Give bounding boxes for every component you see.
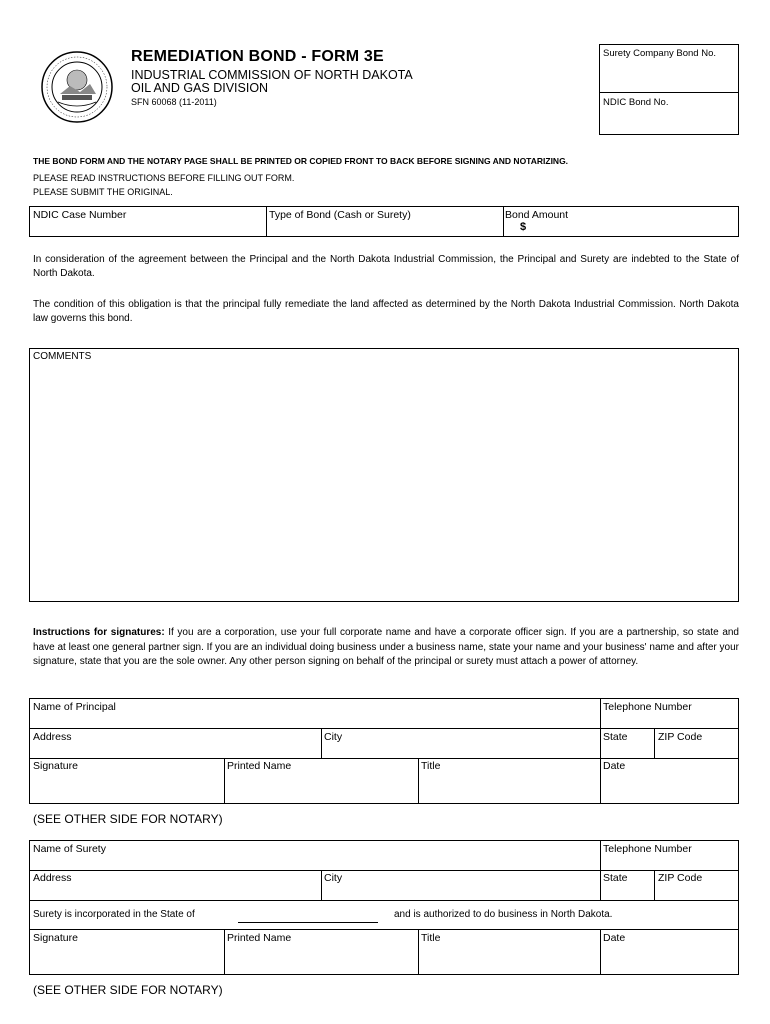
condition-paragraph: The condition of this obligation is that the principal fully remediate the land affected as determined by the North Dakota Industrial Commission. North Dakota law governs this bond. [33,299,739,324]
principal-phone-label: Telephone Number [603,701,692,713]
form-number: SFN 60068 (11-2011) [131,97,217,107]
dollar-sign: $ [520,221,527,233]
principal-printed-name-label: Printed Name [227,760,292,772]
bond-amount-label: Bond Amount [505,209,569,221]
principal-date-label: Date [603,760,626,772]
division-name: OIL AND GAS DIVISION [131,81,269,95]
surety-authorized-label: and is authorized to do business in North Dakota. [394,909,613,920]
surety-address-label: Address [33,872,72,884]
print-instruction: THE BOND FORM AND THE NOTARY PAGE SHALL BE PRINTED OR COPIED FRONT TO BACK BEFORE SIGNING AND NOTARIZING. [33,156,569,166]
surety-zip-label: ZIP Code [658,872,703,884]
signature-instructions-text: If you are a corporation, use your full corporate name and have a corporate officer sign. If you are a partnership, so state and have at least one general partner sign. If you are an individual doing business under a business name, state your name and your business' name and after your signature, state that you are the sole owner. Any other person signing on behalf of the principal or surety must attach a power of attorney. [33,627,739,667]
ndic-case-number-label: NDIC Case Number [33,209,127,221]
principal-signature-label: Signature [33,760,78,772]
ndic-bond-no-label: NDIC Bond No. [603,97,669,108]
consideration-paragraph: In consideration of the agreement between the Principal and the North Dakota Industrial Commission, the Principal and Surety are indebted to the State of North Dakota. [33,254,739,279]
surety-notary-note: (SEE OTHER SIDE FOR NOTARY) [33,983,223,997]
read-instruction: PLEASE READ INSTRUCTIONS BEFORE FILLING OUT FORM. [33,173,295,183]
surety-printed-name-label: Printed Name [227,932,292,944]
surety-state-label: State [603,872,628,884]
surety-table [29,840,739,975]
principal-address-label: Address [33,731,72,743]
principal-city-label: City [324,731,343,743]
principal-title-label: Title [421,760,441,772]
state-seal-icon [40,50,114,124]
bond-number-box [599,44,739,135]
form-title: REMEDIATION BOND - FORM 3E [131,48,384,65]
comments-label: COMMENTS [33,351,92,362]
surety-incorporated-label: Surety is incorporated in the State of [33,909,195,920]
surety-date-label: Date [603,932,626,944]
submit-instruction: PLEASE SUBMIT THE ORIGINAL. [33,187,173,197]
principal-zip-label: ZIP Code [658,731,703,743]
comments-field[interactable] [29,348,739,602]
surety-title-label: Title [421,932,441,944]
principal-state-label: State [603,731,628,743]
surety-name-label: Name of Surety [33,843,106,855]
principal-name-label: Name of Principal [33,701,116,713]
bond-type-label: Type of Bond (Cash or Surety) [269,209,411,221]
surety-signature-label: Signature [33,932,78,944]
incorporated-state-field[interactable] [238,922,378,923]
surety-city-label: City [324,872,343,884]
surety-bond-no-label: Surety Company Bond No. [603,48,717,59]
surety-phone-label: Telephone Number [603,843,692,855]
agency-name: INDUSTRIAL COMMISSION OF NORTH DAKOTA [131,68,413,82]
signature-instructions-lead: Instructions for signatures: [33,627,165,638]
principal-table [29,698,739,804]
principal-notary-note: (SEE OTHER SIDE FOR NOTARY) [33,812,223,826]
signature-instructions [33,626,739,670]
